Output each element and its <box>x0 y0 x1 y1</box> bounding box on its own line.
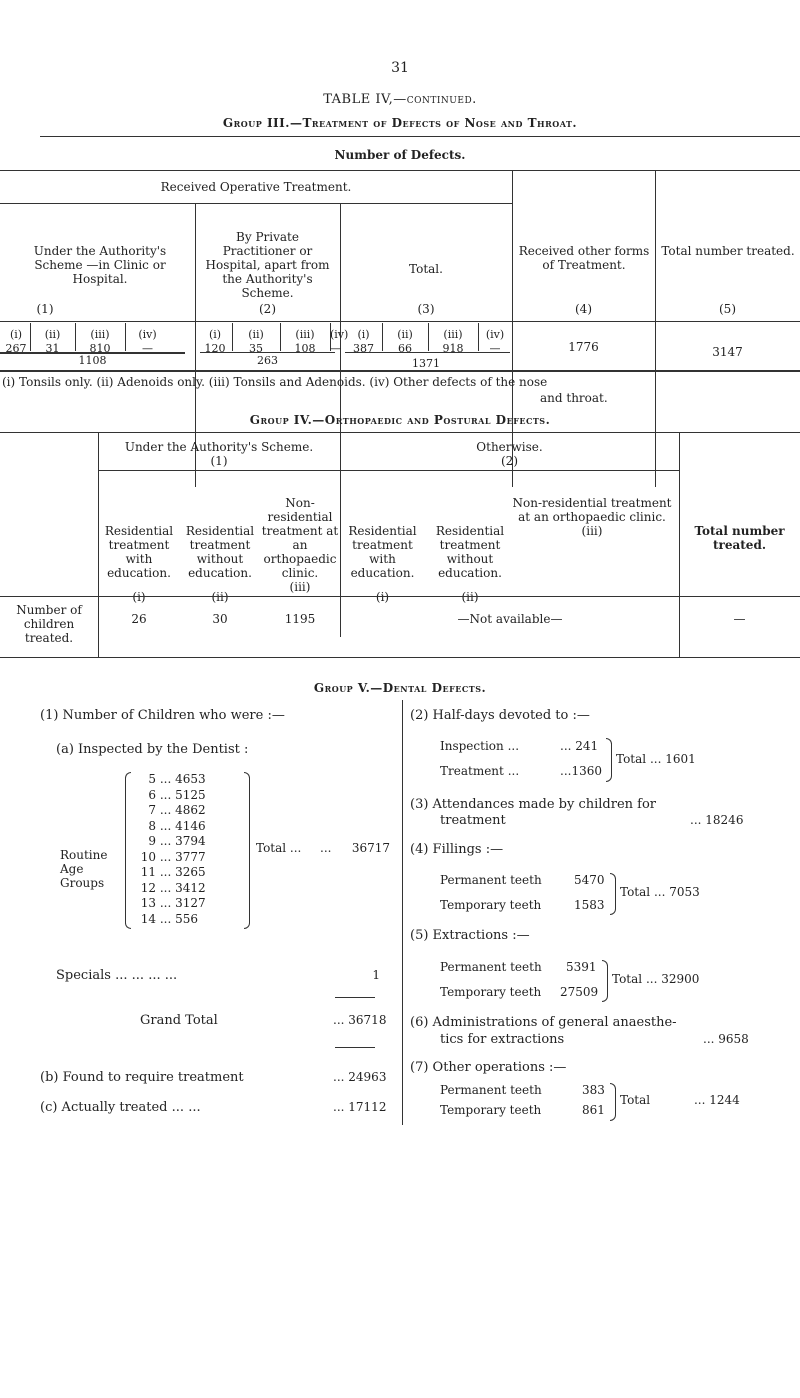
group4-value-3: 1195 <box>284 612 316 626</box>
group3-c2-iv: (iv) — <box>330 328 349 355</box>
group4-under-header: Under the Authority's Scheme. (1) <box>124 440 314 468</box>
group3-c2-ii: (ii) 35 <box>248 328 264 355</box>
s1-a-label: (a) Inspected by the Dentist : <box>56 742 249 757</box>
group3-col3-header: Total. <box>409 262 443 276</box>
s5-temp-value: 27509 <box>560 985 599 999</box>
group4-title: Group IV.—Orthopaedic and Postural Defects. <box>249 413 551 427</box>
group3-col1-header: Under the Authority's Scheme —in Clinic or Hospital. <box>33 244 167 286</box>
group4-value-2: 30 <box>212 612 228 626</box>
group3-c2-i: (i) 120 <box>204 328 226 355</box>
inspection-label: Inspection ... <box>440 739 520 753</box>
group3-num1: (1) <box>36 302 54 316</box>
age-row-7: 7 ... 4862 <box>148 803 206 817</box>
group4-row-label: Number of children treated. <box>16 603 82 645</box>
actually-treated-value: ... 17112 <box>333 1100 387 1114</box>
specials-label: Specials ... ... ... ... <box>56 968 178 983</box>
group3-header-received: Received Operative Treatment. <box>160 180 352 194</box>
group3-c2-iii: (iii) 108 <box>294 328 316 355</box>
group3-c1-iii: (iii) 810 <box>89 328 111 355</box>
group3-col4-header: Received other forms of Treatment. <box>518 244 650 272</box>
group3-c1-iv: (iv) — <box>138 328 157 355</box>
group3-num5: (5) <box>719 302 736 316</box>
grand-total-label: Grand Total <box>140 1013 218 1028</box>
group3-title: Group III.—Treatment of Defects of Nose and Throat. <box>222 116 578 130</box>
s6-label: (6) Administrations of general anaesthe- <box>410 1015 677 1030</box>
inspection-value: ... 241 <box>560 739 599 753</box>
group3-c3-i: (i) 387 <box>353 328 374 355</box>
s3-value: ... 18246 <box>690 813 744 827</box>
s4-perm-label: Permanent teeth <box>440 873 542 887</box>
age-row-6: 6 ... 5125 <box>148 787 206 802</box>
routine-total-label: Total ... <box>256 841 302 855</box>
s2-total: Total ... 1601 <box>616 752 696 766</box>
group4-not-available: —Not available— <box>457 612 563 626</box>
group3-notes: (i) Tonsils only. (ii) Adenoids only. (iii) Tonsils and Adenoids. (iv) Other defects of the nose <box>2 375 548 389</box>
group4-total-value: — <box>733 612 746 626</box>
s4-total: Total ... 7053 <box>620 885 700 899</box>
s5-temp-label: Temporary teeth <box>440 985 542 999</box>
s4-perm-value: 5470 <box>574 873 605 887</box>
s7-title: (7) Other operations :— <box>410 1060 567 1075</box>
group3-v5: 3147 <box>712 345 743 359</box>
treatment-value: ...1360 <box>560 764 602 778</box>
group4-col-1: Residential treatment with education. (i) <box>104 524 174 604</box>
table-title: TABLE IV,—continued. <box>323 92 477 107</box>
s4-title: (4) Fillings :— <box>410 842 504 857</box>
routine-total-dots: ... <box>320 841 332 855</box>
page-number: 31 <box>391 60 409 76</box>
age-row-9: 9 ... 3794 <box>148 834 206 848</box>
routine-total: 36717 <box>351 841 390 855</box>
s4-temp-label: Temporary teeth <box>440 898 542 912</box>
group3-col5-header: Total number treated. <box>661 244 795 258</box>
actually-treated-label: (c) Actually treated ... ... <box>40 1100 201 1115</box>
group3-v4: 1776 <box>568 340 599 354</box>
grand-total-value: ... 36718 <box>333 1013 387 1027</box>
group4-total-header: Total number treated. <box>694 524 785 552</box>
group4-value-1: 26 <box>131 612 147 626</box>
group4-col-4: Residential treatment with education. (i) <box>348 524 417 604</box>
group3-c3-ii: (ii) 66 <box>397 328 413 355</box>
group3-num3: (3) <box>417 302 435 316</box>
treatment-label: Treatment ... <box>440 764 520 778</box>
s3-label: (3) Attendances made by children for <box>410 797 657 812</box>
group3-c3-iii: (iii) 918 <box>442 328 464 355</box>
age-row-14: 14 ... 556 <box>140 911 199 926</box>
group3-t1: 1108 <box>78 354 107 367</box>
s1-title: (1) Number of Children who were :— <box>40 708 285 723</box>
group3-num4: (4) <box>575 302 592 316</box>
group4-col-5: Residential treatment without education. (ii) <box>435 524 505 604</box>
found-require-value: ... 24963 <box>333 1070 387 1084</box>
age-row-5: 5 ... 4653 <box>148 772 206 786</box>
s5-total: Total ... 32900 <box>612 972 700 986</box>
age-row-13: 13 ... 3127 <box>140 896 206 910</box>
group3-col2-header: By Private Practitioner or Hospital, apart from the Authority's Scheme. <box>205 230 330 300</box>
s7-total: Total ... 1244 <box>620 1093 740 1107</box>
s4-temp-value: 1583 <box>574 898 605 912</box>
s3-label-2: treatment <box>440 813 506 828</box>
group4-col-3: Non-residential treatment at an orthopaedic clinic. (iii) <box>261 496 339 594</box>
s6-value: ... 9658 <box>703 1032 749 1046</box>
group3-t3: 1371 <box>412 357 440 370</box>
group5-title: Group V.—Dental Defects. <box>313 681 487 695</box>
group3-t2: 263 <box>257 354 278 367</box>
group3-num2: (2) <box>259 302 276 316</box>
age-row-12: 12 ... 3412 <box>140 880 206 895</box>
s7-perm-label: Permanent teeth <box>440 1083 542 1097</box>
age-row-8: 8 ... 4146 <box>148 818 206 833</box>
s6-label-2: tics for extractions <box>440 1032 565 1047</box>
s2-title: (2) Half-days devoted to :— <box>410 708 590 723</box>
group4-col-2: Residential treatment without education. (ii) <box>185 524 255 604</box>
routine-label: Routine Age Groups <box>60 848 108 890</box>
specials-value: 1 <box>372 968 380 982</box>
group3-notes-2: and throat. <box>540 391 608 405</box>
s5-perm-label: Permanent teeth <box>440 960 542 974</box>
group4-col-6: Non-residential treatment at an orthopaedic clinic. (iii) <box>512 496 672 538</box>
s7-temp-label: Temporary teeth <box>440 1103 542 1117</box>
age-row-11: 11 ... 3265 <box>140 865 206 879</box>
s5-title: (5) Extractions :— <box>410 928 530 943</box>
group3-c1-ii: (ii) 31 <box>44 328 61 355</box>
age-row-10: 10 ... 3777 <box>140 849 206 864</box>
group4-other-header: Otherwise. (2) <box>476 440 543 468</box>
s7-temp-value: 861 <box>582 1103 605 1117</box>
found-require-label: (b) Found to require treatment <box>40 1070 244 1085</box>
group3-header-number: Number of Defects. <box>334 148 466 162</box>
group3-c3-iv: (iv) — <box>485 328 505 355</box>
group3-c1-i: (i) 267 <box>5 328 27 355</box>
s7-perm-value: 383 <box>582 1083 605 1097</box>
age-groups <box>136 772 246 927</box>
s5-perm-value: 5391 <box>566 960 597 974</box>
